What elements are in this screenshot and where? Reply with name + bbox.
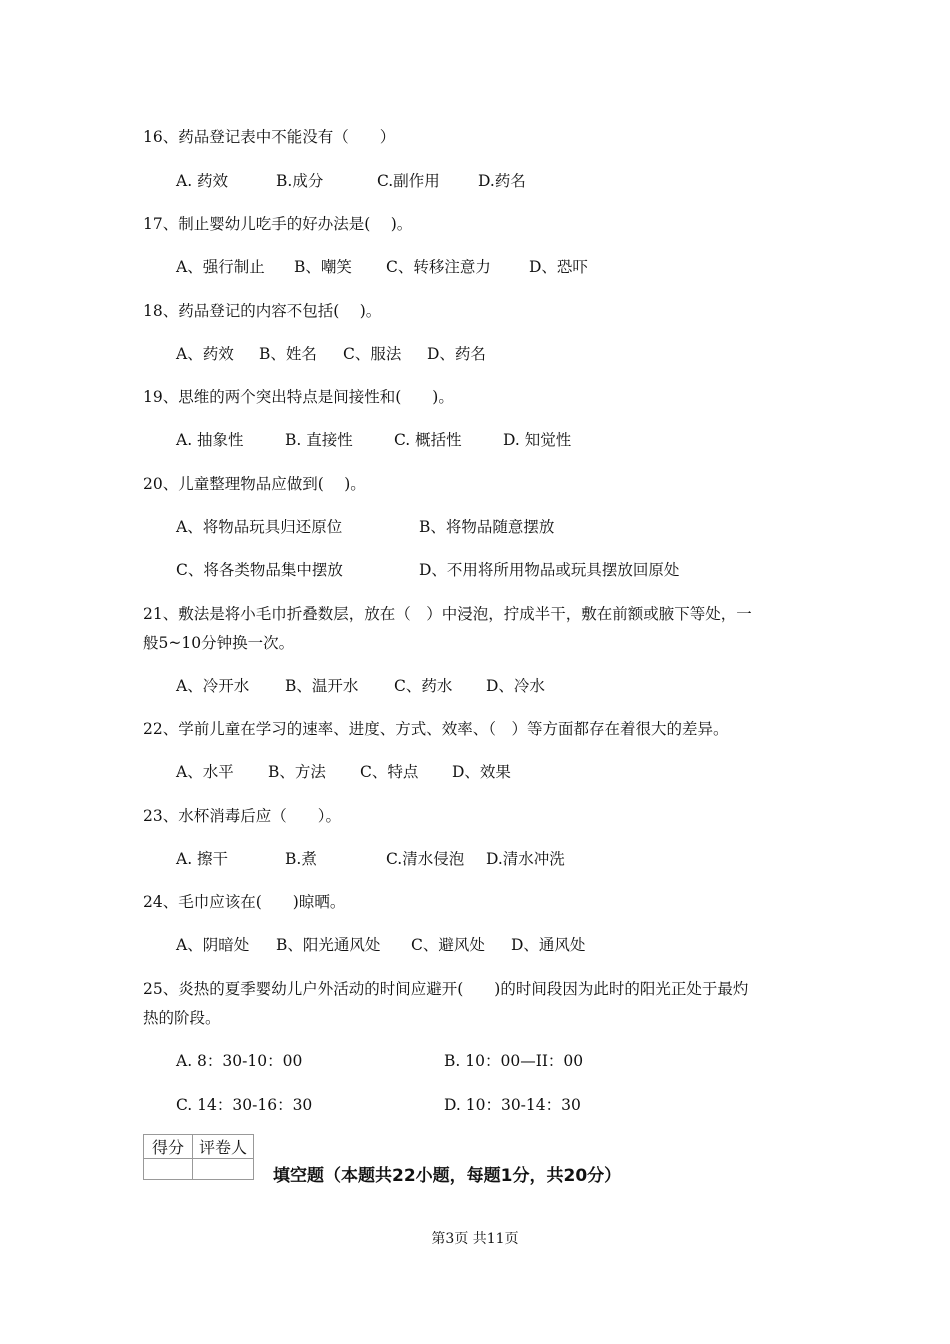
q19-option-b: B. 直接性 (285, 431, 353, 449)
q20-option-c: C、将各类物品集中摆放 (176, 561, 343, 579)
q18-option-d: D、药名 (427, 345, 486, 363)
q23-option-d: D.清水冲洗 (486, 850, 565, 868)
score-cell (144, 1159, 193, 1180)
q25-option-d: D. 10：30-14：30 (444, 1096, 581, 1114)
q18-option-c: C、服法 (343, 345, 402, 363)
question-23-stem: 23、水杯消毒后应（ ）。 (143, 807, 341, 825)
q21-option-d: D、冷水 (486, 677, 545, 695)
section-title: 填空题（本题共22小题，每题1分，共20分） (273, 1166, 622, 1186)
grader-cell (193, 1159, 254, 1180)
q22-option-d: D、效果 (452, 763, 511, 781)
q22-option-a: A、水平 (176, 763, 234, 781)
q17-option-b: B、嘲笑 (294, 258, 352, 276)
q18-option-a: A、药效 (176, 345, 234, 363)
q24-option-a: A、阴暗处 (176, 936, 250, 954)
q17-option-d: D、恐吓 (529, 258, 588, 276)
q18-option-b: B、姓名 (259, 345, 317, 363)
q21-option-b: B、温开水 (285, 677, 359, 695)
question-19-stem: 19、思维的两个突出特点是间接性和( )。 (143, 388, 454, 406)
q24-option-c: C、避风处 (411, 936, 485, 954)
q24-option-b: B、阳光通风处 (276, 936, 381, 954)
q16-option-a: A. 药效 (176, 172, 229, 190)
question-21-stem-line2: 般5~10分钟换一次。 (143, 634, 295, 652)
q25-option-c: C. 14：30-16：30 (176, 1096, 313, 1114)
question-25-stem-line2: 热的阶段。 (143, 1009, 221, 1027)
question-24-stem: 24、毛巾应该在( )晾晒。 (143, 893, 346, 911)
question-20-stem: 20、儿童整理物品应做到( )。 (143, 475, 366, 493)
question-16-stem: 16、药品登记表中不能没有（ ） (143, 128, 396, 146)
score-box (143, 1134, 254, 1180)
question-25-stem-line1: 25、炎热的夏季婴幼儿户外活动的时间应避开( )的时间段因为此时的阳光正处于最灼 (143, 980, 749, 998)
q17-option-a: A、强行制止 (176, 258, 265, 276)
q25-option-b: B. 10：00—II：00 (444, 1052, 584, 1070)
question-21-stem-line1: 21、敷法是将小毛巾折叠数层，放在（ ）中浸泡，拧成半干，敷在前额或腋下等处，一 (143, 605, 752, 623)
q24-option-d: D、通风处 (511, 936, 586, 954)
q19-option-c: C. 概括性 (394, 431, 462, 449)
q16-option-b: B.成分 (276, 172, 324, 190)
q20-option-b: B、将物品随意摆放 (419, 518, 555, 536)
q20-option-d: D、不用将所用物品或玩具摆放回原处 (419, 561, 680, 579)
question-17-stem: 17、制止婴幼儿吃手的好办法是( )。 (143, 215, 413, 233)
q23-option-a: A. 擦干 (176, 850, 229, 868)
q25-option-a: A. 8：30-10：00 (176, 1052, 303, 1070)
question-22-stem: 22、学前儿童在学习的速率、进度、方式、效率、（ ）等方面都存在着很大的差异。 (143, 720, 729, 738)
q21-option-c: C、药水 (394, 677, 453, 695)
q20-option-a: A、将物品玩具归还原位 (176, 518, 343, 536)
q16-option-c: C.副作用 (377, 172, 440, 190)
question-18-stem: 18、药品登记的内容不包括( )。 (143, 302, 382, 320)
q22-option-b: B、方法 (268, 763, 326, 781)
q16-option-d: D.药名 (478, 172, 526, 190)
q23-option-b: B.煮 (285, 850, 317, 868)
score-label: 得分 (144, 1135, 193, 1159)
q19-option-d: D. 知觉性 (503, 431, 572, 449)
q17-option-c: C、转移注意力 (386, 258, 491, 276)
q22-option-c: C、特点 (360, 763, 419, 781)
q21-option-a: A、冷开水 (176, 677, 250, 695)
grader-label: 评卷人 (193, 1135, 254, 1159)
q23-option-c: C.清水侵泡 (386, 850, 465, 868)
page-footer: 第3页 共11页 (431, 1231, 519, 1247)
q19-option-a: A. 抽象性 (176, 431, 244, 449)
